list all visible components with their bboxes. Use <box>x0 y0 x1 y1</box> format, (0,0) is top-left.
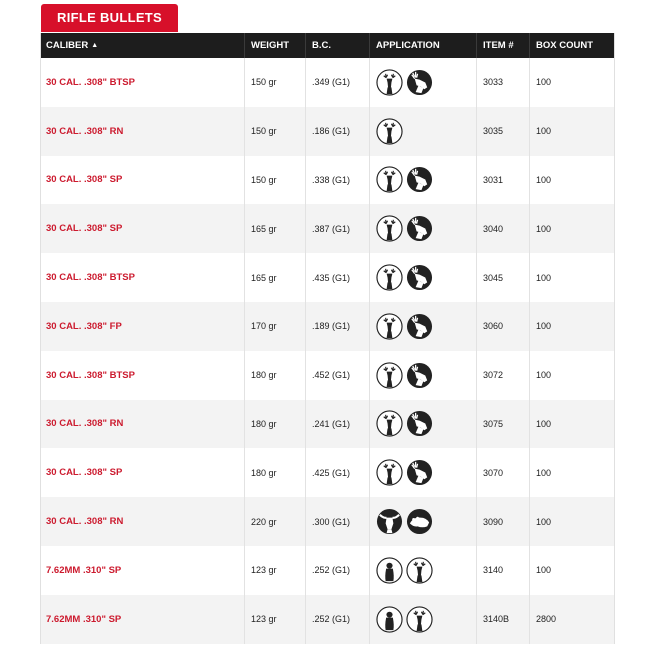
deer-icon <box>406 557 433 584</box>
table-row <box>41 302 614 351</box>
table-row <box>41 156 614 205</box>
application-cell <box>369 400 476 449</box>
weight-cell: 170 gr <box>244 302 305 351</box>
application-cell <box>369 351 476 400</box>
bc-cell: .338 (G1) <box>305 156 369 205</box>
box-count-cell: 100 <box>529 448 612 497</box>
application-cell <box>369 546 476 595</box>
item-number-cell: 3075 <box>476 400 529 449</box>
elk-icon <box>406 362 433 389</box>
application-header[interactable]: APPLICATION <box>369 33 476 58</box>
varmint-icon <box>376 606 403 633</box>
box-count-cell: 100 <box>529 497 612 546</box>
box-count-cell: 100 <box>529 351 612 400</box>
elk-icon <box>406 264 433 291</box>
box-count-cell: 100 <box>529 58 612 107</box>
caliber-link[interactable]: 30 CAL. .308" BTSP <box>46 76 135 88</box>
item-number-cell: 3045 <box>476 253 529 302</box>
sort-ascending-icon[interactable]: ▲ <box>91 42 99 49</box>
caliber-link[interactable]: 30 CAL. .308" SP <box>46 174 123 186</box>
deer-icon <box>376 215 403 242</box>
weight-cell: 180 gr <box>244 400 305 449</box>
weight-cell: 123 gr <box>244 546 305 595</box>
box-count-cell: 100 <box>529 156 612 205</box>
bc-cell: .252 (G1) <box>305 546 369 595</box>
item-number-cell: 3140 <box>476 546 529 595</box>
application-cell <box>369 497 476 546</box>
caliber-link[interactable]: 30 CAL. .308" BTSP <box>46 369 135 381</box>
moose-icon <box>376 508 403 535</box>
weight-cell: 150 gr <box>244 107 305 156</box>
caliber-link[interactable]: 30 CAL. .308" SP <box>46 223 123 235</box>
elk-icon <box>406 313 433 340</box>
table-row <box>41 351 614 400</box>
item-number-cell: 3035 <box>476 107 529 156</box>
caliber-link[interactable]: 30 CAL. .308" RN <box>46 418 124 430</box>
rifle-bullets-tab[interactable]: RIFLE BULLETS <box>41 4 178 32</box>
box-count-cell: 2800 <box>529 595 612 644</box>
bc-cell: .241 (G1) <box>305 400 369 449</box>
application-cell <box>369 253 476 302</box>
caliber-link[interactable]: 7.62MM .310" SP <box>46 613 122 625</box>
table-row <box>41 204 614 253</box>
bc-cell: .252 (G1) <box>305 595 369 644</box>
box-count-cell: 100 <box>529 204 612 253</box>
elk-icon <box>406 410 433 437</box>
item-number-cell: 3140B <box>476 595 529 644</box>
bc-cell: .186 (G1) <box>305 107 369 156</box>
application-cell <box>369 204 476 253</box>
deer-icon <box>376 313 403 340</box>
deer-icon <box>406 606 433 633</box>
table-row <box>41 58 614 107</box>
item-number-cell: 3070 <box>476 448 529 497</box>
bc-cell: .435 (G1) <box>305 253 369 302</box>
weight-cell: 150 gr <box>244 58 305 107</box>
caliber-link[interactable]: 30 CAL. .308" FP <box>46 320 122 332</box>
deer-icon <box>376 459 403 486</box>
weight-header[interactable]: WEIGHT <box>244 33 305 58</box>
box-count-cell: 100 <box>529 253 612 302</box>
item-number-cell: 3031 <box>476 156 529 205</box>
table-row <box>41 107 614 156</box>
bc-cell: .425 (G1) <box>305 448 369 497</box>
table-row <box>41 546 614 595</box>
table-row <box>41 497 614 546</box>
bc-cell: .189 (G1) <box>305 302 369 351</box>
weight-cell: 165 gr <box>244 253 305 302</box>
table-row <box>41 253 614 302</box>
varmint-icon <box>376 557 403 584</box>
elk-icon <box>406 166 433 193</box>
bc-cell: .349 (G1) <box>305 58 369 107</box>
bear-icon <box>406 508 433 535</box>
caliber-link[interactable]: 7.62MM .310" SP <box>46 564 122 576</box>
deer-icon <box>376 118 403 145</box>
table-row <box>41 595 614 644</box>
item-number-cell: 3040 <box>476 204 529 253</box>
item-number-cell: 3033 <box>476 58 529 107</box>
deer-icon <box>376 362 403 389</box>
box-count-header[interactable]: BOX COUNT <box>529 33 612 58</box>
weight-cell: 123 gr <box>244 595 305 644</box>
box-count-cell: 100 <box>529 107 612 156</box>
box-count-cell: 100 <box>529 546 612 595</box>
elk-icon <box>406 459 433 486</box>
item-number-cell: 3072 <box>476 351 529 400</box>
application-cell <box>369 595 476 644</box>
application-cell <box>369 302 476 351</box>
caliber-link[interactable]: 30 CAL. .308" SP <box>46 467 123 479</box>
weight-cell: 220 gr <box>244 497 305 546</box>
caliber-header-label: CALIBER <box>46 40 89 51</box>
table-row <box>41 448 614 497</box>
item-number-cell: 3060 <box>476 302 529 351</box>
deer-icon <box>376 410 403 437</box>
caliber-link[interactable]: 30 CAL. .308" BTSP <box>46 272 135 284</box>
deer-icon <box>376 264 403 291</box>
table-row <box>41 400 614 449</box>
deer-icon <box>376 69 403 96</box>
deer-icon <box>376 166 403 193</box>
weight-cell: 180 gr <box>244 351 305 400</box>
table-body <box>41 58 614 644</box>
bc-header[interactable]: B.C. <box>305 33 369 58</box>
bc-cell: .452 (G1) <box>305 351 369 400</box>
caliber-link[interactable]: 30 CAL. .308" RN <box>46 125 124 137</box>
weight-cell: 150 gr <box>244 156 305 205</box>
application-cell <box>369 107 476 156</box>
weight-cell: 180 gr <box>244 448 305 497</box>
table-header <box>41 33 614 58</box>
caliber-header[interactable] <box>41 33 244 58</box>
box-count-cell: 100 <box>529 302 612 351</box>
application-cell <box>369 448 476 497</box>
caliber-link[interactable]: 30 CAL. .308" RN <box>46 516 124 528</box>
item-header[interactable]: ITEM # <box>476 33 529 58</box>
application-cell <box>369 156 476 205</box>
elk-icon <box>406 215 433 242</box>
bc-cell: .300 (G1) <box>305 497 369 546</box>
box-count-cell: 100 <box>529 400 612 449</box>
weight-cell: 165 gr <box>244 204 305 253</box>
elk-icon <box>406 69 433 96</box>
bc-cell: .387 (G1) <box>305 204 369 253</box>
application-cell <box>369 58 476 107</box>
bullets-table <box>40 33 615 644</box>
item-number-cell: 3090 <box>476 497 529 546</box>
